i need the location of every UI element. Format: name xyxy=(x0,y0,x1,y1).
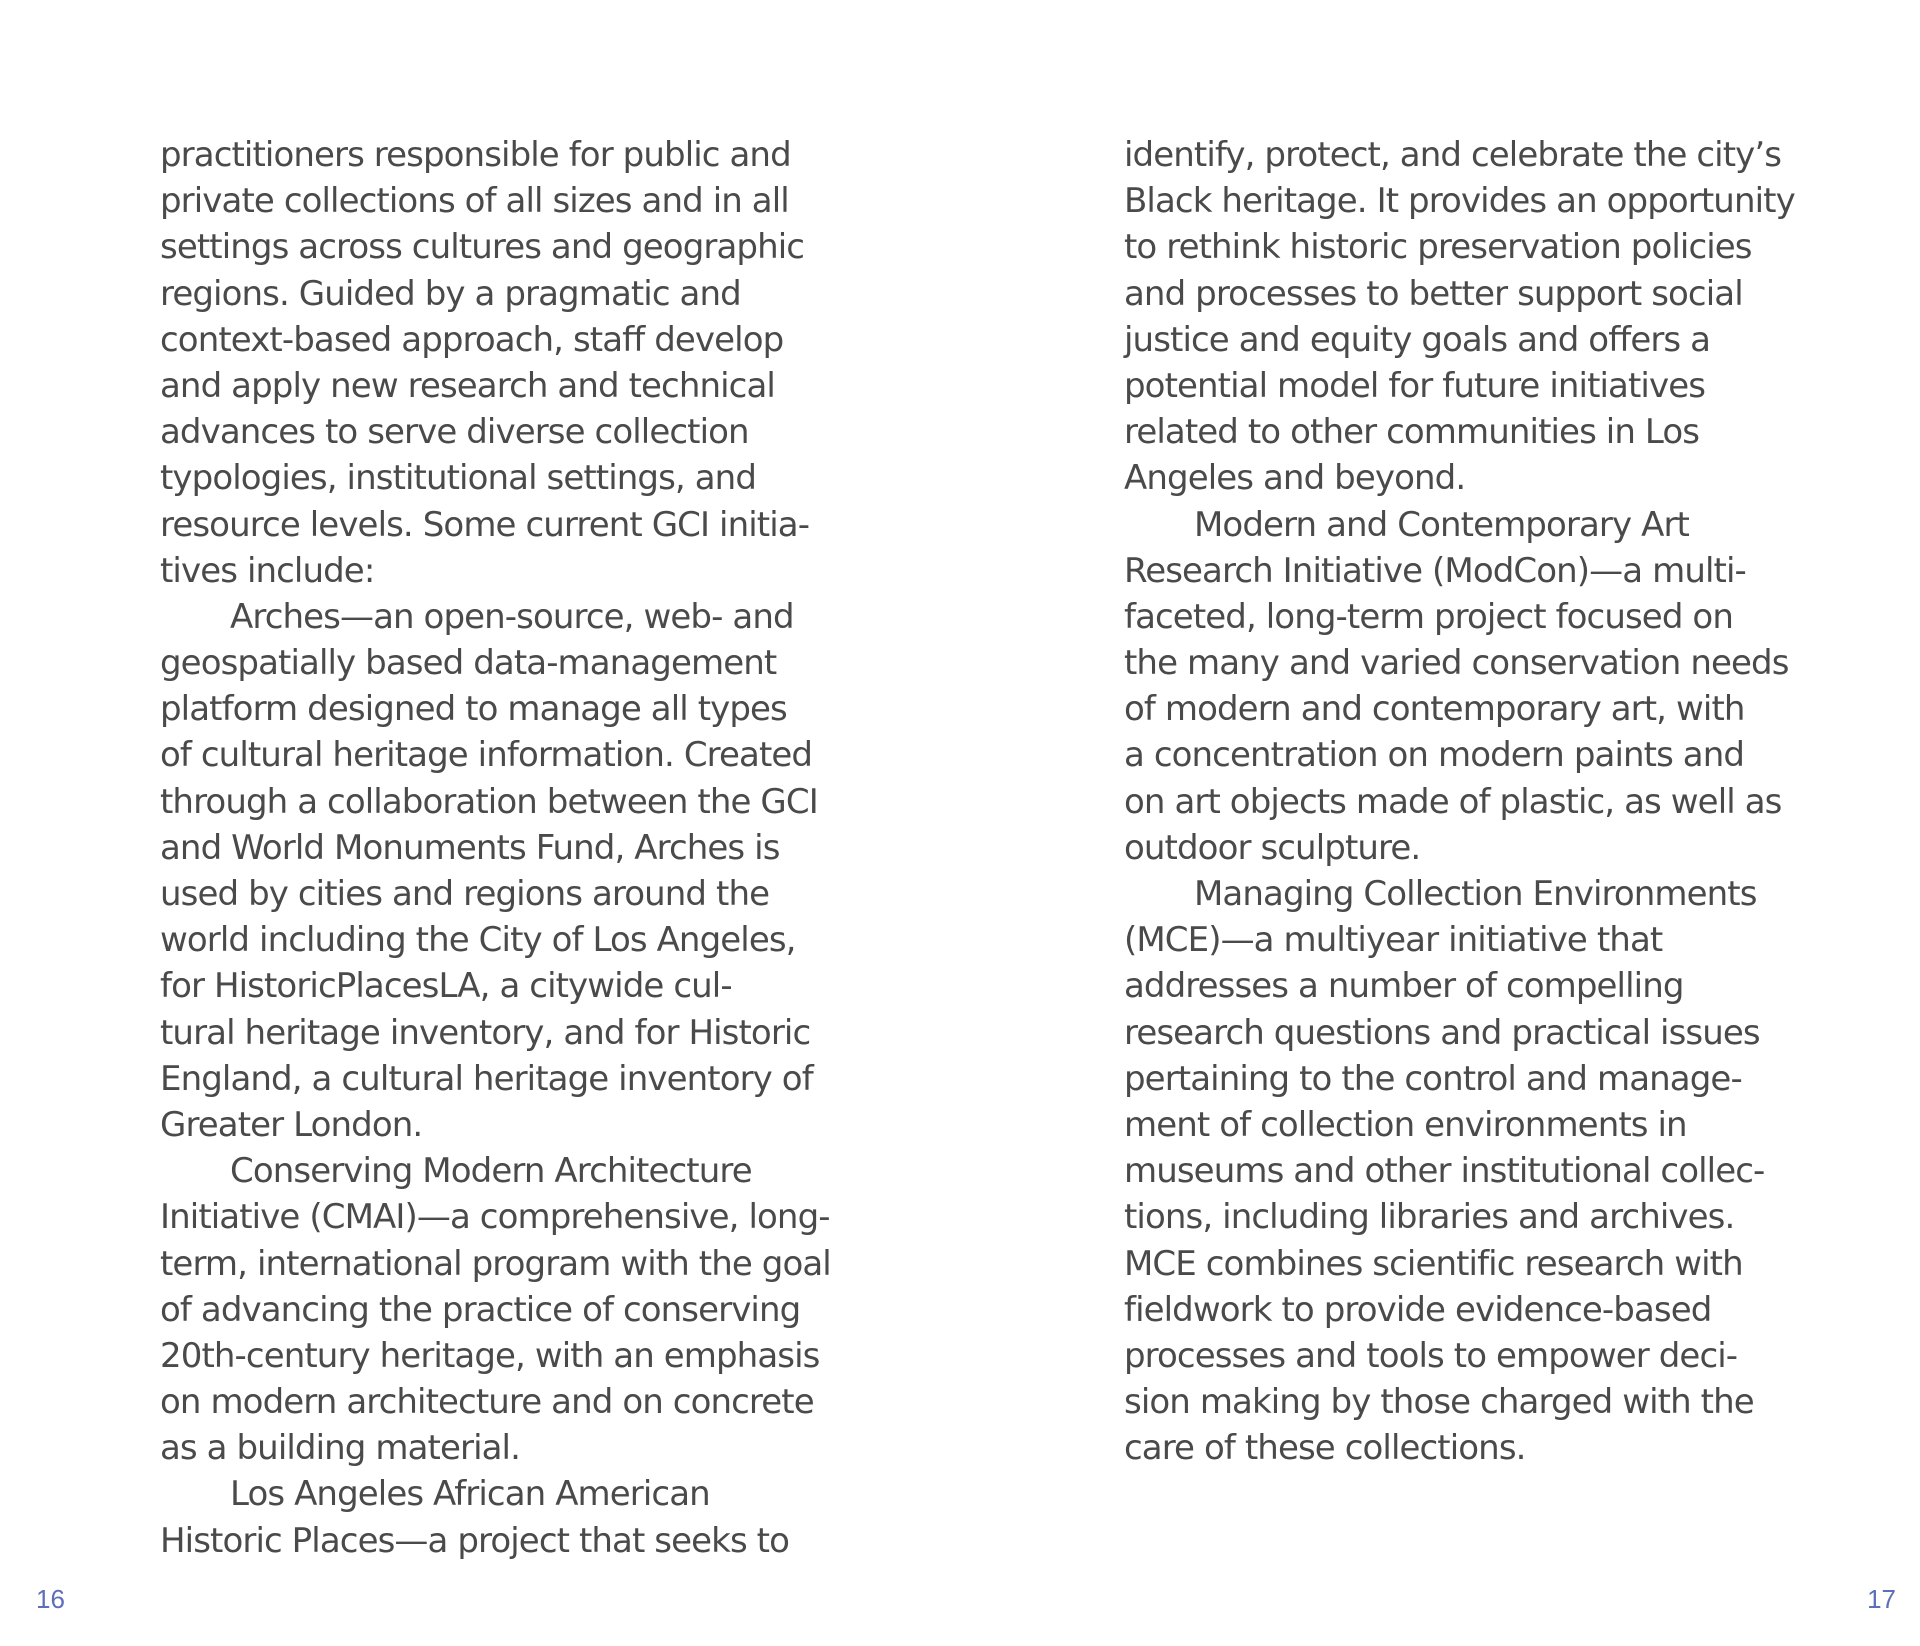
text-line: Initiative (CMAI)—a comprehensive, long- xyxy=(160,1197,830,1238)
text-line: tural heritage inventory, and for Historic xyxy=(160,1012,811,1053)
text-line: on modern architecture and on concrete xyxy=(160,1382,814,1423)
text-line: ment of collection environments in xyxy=(1124,1104,1687,1145)
paragraph-start-modcon: Modern and Contemporary Art xyxy=(1194,504,1689,545)
text-line: regions. Guided by a pragmatic and xyxy=(160,273,741,314)
text-line: tives include: xyxy=(160,550,375,591)
text-line: used by cities and regions around the xyxy=(160,874,770,914)
text-line: on art objects made of plastic, as well as xyxy=(1124,781,1782,822)
text-line: pertaining to the control and manage- xyxy=(1124,1058,1742,1099)
text-line: 20th-century heritage, with an emphasis xyxy=(160,1335,820,1376)
text-line: settings across cultures and geographic xyxy=(160,227,805,268)
text-line: Angeles and beyond. xyxy=(1124,458,1466,499)
text-line: Historic Places—a project that seeks to xyxy=(160,1520,789,1561)
text-line: platform designed to manage all types xyxy=(160,689,787,730)
text-line: advances to serve diverse collection xyxy=(160,412,749,453)
text-line: and World Monuments Fund, Arches is xyxy=(160,827,780,868)
text-line: of modern and contemporary art, with xyxy=(1124,689,1745,730)
text-line: research questions and practical issues xyxy=(1124,1012,1760,1053)
text-line: related to other communities in Los xyxy=(1124,412,1700,453)
text-line: for HistoricPlacesLA, a citywide cul- xyxy=(160,966,732,1007)
text-line: fieldwork to provide evidence-based xyxy=(1124,1289,1712,1330)
page-number-left: 16 xyxy=(36,1584,65,1614)
text-line: justice and equity goals and offers a xyxy=(1124,319,1711,360)
text-line: care of these collections. xyxy=(1124,1428,1526,1469)
text-line: (MCE)—a multiyear initiative that xyxy=(1124,920,1663,961)
text-line: typologies, institutional settings, and xyxy=(160,458,757,499)
text-line: and processes to better support social xyxy=(1124,273,1743,314)
paragraph-start-cmai: Conserving Modern Architecture xyxy=(230,1151,752,1192)
text-line: resource levels. Some current GCI initia- xyxy=(160,504,810,545)
text-line: to rethink historic preservation policies xyxy=(1124,227,1752,268)
text-line: identify, protect, and celebrate the city’s xyxy=(1124,135,1782,175)
text-line: faceted, long-term project focused on xyxy=(1124,596,1733,637)
text-line: sion making by those charged with the xyxy=(1124,1382,1754,1423)
page-number-right: 17 xyxy=(1867,1584,1896,1614)
paragraph-start-arches: Arches—an open-source, web- and xyxy=(230,596,794,637)
text-line: practitioners responsible for public and xyxy=(160,135,791,175)
text-line: geospatially based data-management xyxy=(160,643,777,684)
text-line: Greater London. xyxy=(160,1104,423,1145)
paragraph-start-mce: Managing Collection Environments xyxy=(1194,874,1757,914)
text-line: outdoor sculpture. xyxy=(1124,827,1421,868)
text-line: term, international program with the goal xyxy=(160,1243,831,1284)
text-line: private collections of all sizes and in all xyxy=(160,181,789,222)
text-line: Research Initiative (ModCon)—a multi- xyxy=(1124,550,1746,591)
text-line: potential model for future initiatives xyxy=(1124,365,1706,406)
paragraph-start-la-african-american: Los Angeles African American xyxy=(230,1474,710,1515)
right-page-body-text xyxy=(1124,132,1795,1471)
text-line: of advancing the practice of conserving xyxy=(160,1289,801,1330)
text-line: MCE combines scientific research with xyxy=(1124,1243,1743,1284)
text-line: of cultural heritage information. Created xyxy=(160,735,813,776)
text-line: context-based approach, staff develop xyxy=(160,319,784,360)
left-page-body-text xyxy=(160,132,831,1564)
text-line: tions, including libraries and archives. xyxy=(1124,1197,1735,1238)
text-line: world including the City of Los Angeles, xyxy=(160,920,796,961)
text-line: the many and varied conservation needs xyxy=(1124,643,1789,684)
text-line: museums and other institutional collec- xyxy=(1124,1151,1765,1192)
text-line: processes and tools to empower deci- xyxy=(1124,1335,1738,1376)
text-line: addresses a number of compelling xyxy=(1124,966,1684,1007)
text-line: Black heritage. It provides an opportunity xyxy=(1124,181,1795,222)
text-line: through a collaboration between the GCI xyxy=(160,781,818,822)
text-line: as a building material. xyxy=(160,1428,521,1469)
text-line: England, a cultural heritage inventory of xyxy=(160,1058,813,1099)
text-line: a concentration on modern paints and xyxy=(1124,735,1745,776)
text-line: and apply new research and technical xyxy=(160,365,775,406)
